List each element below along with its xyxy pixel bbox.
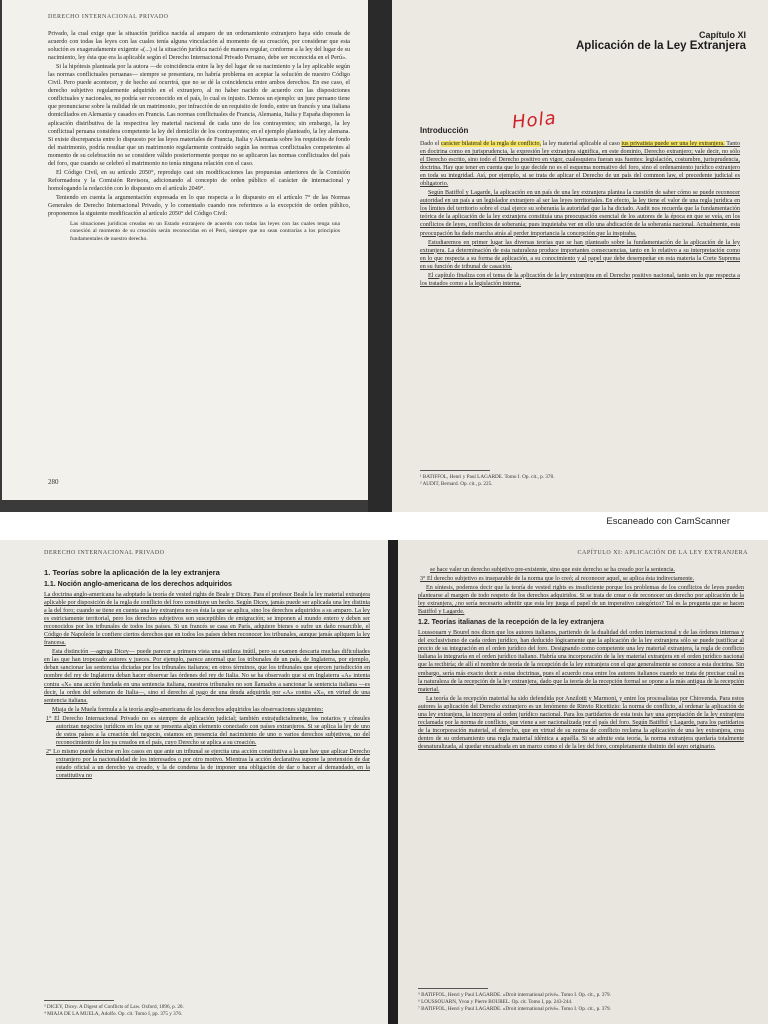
block-quote: Las situaciones jurídicas creadas en un Estado extranjero de acuerdo con todas las leyes con las cuales tenga una conexión al momento de su creación serán reconocidas en el Perú, siempre que no sean contrarias a los principios fundamentales de nuestro derecho.	[70, 221, 340, 242]
footnote-rule	[418, 988, 488, 989]
text-run: la ley material aplicable al caso	[541, 141, 622, 147]
paragraph: El Código Civil, en su artículo 2050°, reprodujo casi sin modificaciones las propuestas anteriores de la Comisión Reformadora y la Comisión Revisora, adicionando al concepto de orden público el carácter de internacional y homologando la redacción con lo dispuesto en el artículo 2049°.	[48, 169, 350, 192]
paragraph: Teniendo en cuenta la argumentación expresada en lo que respecta a lo dispuesto en el artículo 7° de las Normas Generales de Derecho Internacional Privado, y lo comentado cuando nos referimos a la excepción de orden público, proponemos la siguiente modificación al artículo 2050° del Código Civil:	[48, 194, 350, 218]
text-run: Tanto en doctrina como en jurisprudencia, la expresión ley extranjera significa, en este dominio, Derecho extranjero; vale decir, no sólo el Derecho escrito, sino todo el Derecho positivo en vigor, cualesquiera fueran sus fuentes: legislación, costumbre, jurisprudencia, doctrina. Hay que tener en cuenta que lo que decide no es el esquema normativo del foro, sino el ordenamiento jurídico extranjero en toda su integridad. Así, por ejemplo, si se trata de aplicar el Derecho de un país del common law, el precedente judicial es obligatorio.	[420, 141, 740, 188]
section-heading: Introducción	[420, 126, 469, 135]
page-body	[418, 566, 744, 752]
text-run: Dado el	[420, 141, 441, 147]
observations-list-continued	[418, 575, 744, 583]
paragraph: La teoría de la recepción material ha sido defendida por Anzilotti y Marmoni, y entre los procesalistas por Chiovenda. Para estos autores la aplicación del Derecho extranjero es un fenómeno de Rinvio Ricettizio: la norma de conflicto, al ordenar la aplicación de una ley extranjera, la incorpora al orden jurídico nacional. Para los partidarios de esta tesis hay una apropiación de la ley extranjera reclamada por la norma de conflicto, que viene a ser nacionalizada por el país del foro. Según Batiffol y Lagarde, para los partidarios de la incorporación material, el derecho, que en virtud de su norma de conflicto reclama la aplicación de una ley extranjera, crea dentro de su ordenamiento una regla material idéntica a aquélla. Si se admite esta teoría, la norma extranjera quedaría totalmente desnaturalizada, al quedar encuadrada en un marco como el de la ley del foro, completamente distinto del suyo originario.	[418, 695, 744, 750]
chapter-label: Capítulo XI	[699, 30, 746, 40]
page-body	[420, 140, 740, 289]
footnote: ⁶ LOUSSOUARN, Yvon y Pierre BOUREL. Op. cit. Tomo I, pp. 243-244.	[418, 999, 573, 1005]
running-head: DERECHO INTERNACIONAL PRIVADO	[48, 14, 169, 20]
footnotes	[44, 1004, 370, 1018]
paragraph: Miaja de la Muela formula a la teoría anglo-americana de los derechos adquiridos las observaciones siguientes:	[52, 706, 324, 713]
list-item: 2° Lo mismo puede decirse en los casos en que ante un tribunal se ejercita una acción constitutiva a la que hay que aplicar Derecho extranjero por la nacionalidad de los interesados o por otro motivo. Mientras la acción declarativa supone la pretensión de dar estado oficial a un derecho ya creado, y la de condena la de imponer una obligación de dar o hacer al demandado, en la constitutiva no	[46, 748, 370, 780]
scan-gutter-lower	[388, 540, 398, 1024]
paragraph: La doctrina anglo-americana ha adoptado la teoría de vested rights de Beale y Dicey. Para el profesor Beale la ley material extranjera aplicable por disposición de la regla de conflicto del foro constituye un hecho. Según Dicey, jamás puede ser aplicada una ley distinta a la del foro; cuando se tiene en cuenta una ley extranjera no es ésta la que se aplica, sino los derechos adquiridos a su amparo. La ley es estrictamente territorial, pero los derechos subjetivos son susceptibles de emigración; se imponen al mundo entero y deben ser reconocidos por los tribunales de todos los países. Si un francés se casa en París, adquiere bienes o sufre un daño resarcible, el Código de Napoleón le confiere ciertos derechos que en todos los países deben reconocer los tribunales, aunque jamás apliquen la ley francesa.	[44, 592, 370, 647]
handwritten-annotation: Hola	[511, 107, 558, 134]
footnote-rule	[420, 470, 490, 471]
paragraph: se hace valer un derecho subjetivo pre-existente, sino que este derecho se ha creado por la sentencia.	[430, 567, 675, 573]
paragraph: Loussouarn y Bourel nos dicen que los autores italianos, partiendo de la dualidad del orden internacional y de las órdenes internas y del exclusivismo de cada orden jurídico, han deducido lógicamente que la aplicación de la ley extranjera sólo se puede justificar al precio de su integración en el orden jurídico del foro. Designando como competente una ley material extranjera, la regla de conflicto italiana la integraría en el orden jurídico italiano. Habría una incorporación de la ley material extranjera en el orden jurídico nacional que la recibiría; de allí el nombre de teoría de la recepción de la ley extranjera con el que generalmente se conoce a esta doctrina. Sin embargo, sería más exacto decir a estas doctrinas, pues el acuerdo cesa entre los autores italianos cuando se trata de precisar cuál es la naturaleza de la recepción de la ley extranjera, dado que la teoría de la recepción formal se opone a la más antigua de la recepción material.	[418, 630, 744, 693]
footnote-rule	[44, 1000, 114, 1001]
page-number: 280	[48, 478, 59, 486]
paragraph: El capítulo finaliza con el tema de la aplicación de la ley extranjera en el Derecho positivo nacional, tanto en lo que respecta a los tratados como a la legislación interna.	[420, 272, 740, 287]
footnote: ² AUDIT, Bernard. Op. cit., p. 225.	[420, 481, 493, 487]
running-head: CAPÍTULO XI: APLICACIÓN DE LA LEY EXTRANJERA	[577, 550, 748, 556]
subsection-heading: 1.1. Noción anglo-americana de los derechos adquiridos	[44, 581, 232, 588]
list-item: 1° El Derecho Internacional Privado no es siempre de aplicación judicial; también extrajudicialmente, los notarios y cónsules autorizan negocios jurídicos en los que se presenta algún elemento conectado con países extranjeros. Si se aplica la ley de uno de estos países a la creación del negocio, estamos en presencia del nacimiento de uno o varios derechos subjetivos, no del reconocimiento de los ya creados en el país, cuyo Derecho se aplica a su creación.	[46, 715, 370, 746]
footnote: ⁷ BATIFFOL, Henri y Paul LAGARDE. «Droit international privé». Tomo I. Op. cit., p. 379.	[418, 1006, 611, 1012]
paragraph: Esta distinción —agrega Dicey— puede parecer a primera vista una sutileza inútil, pero su examen descarta muchas dificultades en las que han tropezado autores y jueces. Por ejemplo, parece anormal que los tribunales de un país, de Inglaterra, por ejemplo, deban sancionar las sentencias dictadas por los tribunales italianos; en otros términos, que los tribunales que ejercen jurisdicción en nombre del rey de Inglaterra deban hacer observar las órdenes del rey de Italia. No se ha observado que si en Inglaterra «A» intenta contra «X» una acción fundada en una sentencia italiana, nuestros tribunales no son llamados a sancionar la sentencia italiana —es decir, la orden del soberano de Italia—, sino el derecho al pago de una deuda adquirida por «A» contra «X», en virtud de una sentencia italiana.	[44, 649, 370, 704]
book-page-italian-theories	[398, 540, 768, 1024]
paragraph: Privado, la cual exige que la situación jurídica nacida al amparo de un ordenamiento extranjero haya sido creada de acuerdo con todas las leyes con las cuales tenía alguna vinculación al momento de su creación, por considerar que esta solución es exageradamente exigente «(...) si la situación jurídica nació de manera regular, conforme a la ley del lugar de su nacimiento, ley ésta que era la aplicable según el Derecho Internacional Privado Peruano, debe ser reconocida en el Perú».	[48, 31, 350, 62]
chapter-title: Aplicación de la Ley Extranjera	[575, 40, 746, 52]
page-body	[44, 566, 370, 781]
paragraph: Estudiaremos en primer lugar las diversas teorías que se han planteado sobre la fundamentación de la aplicación de la ley extranjera. La determinación de esta naturaleza produce importantes consecuencias, tanto en lo relativo a su interpretación como en lo que respecta a su forma de aplicación, a su conocimiento y al papel que debe desempeñar en esta materia la Corte Suprema en su función de tribunal de casación.	[420, 239, 740, 270]
subsection-heading: 1.2. Teorías italianas de la recepción de la ley extranjera	[418, 619, 604, 627]
paragraph: Si la hipótesis planteada por la autora —de coincidencia entre la ley del lugar de su nacimiento y la ley aplicable según las normas conflictuales peruanas— siempre se presentara, no habría problema en aceptar la solución de nuestro Código Civil. Pero puede acontecer, y de hecho así ocurrirá, que no se dé la coincidencia entre ambos derechos. En ese caso, el derecho subjetivo regularmente adquirido en el extranjero, al no haber nacido de acuerdo con las disposiciones conflictuales y nacionales, no podría ser reconocido en el país, lo cual es injusto. Demos un ejemplo: un juez peruano tiene que pronunciarse sobre la nulidad de un matrimonio, por infracción de un requisito de fondo, entre un francés y una italiana domiciliados en Alemania y casados en Francia. Las normas conflictuales de Francia, Alemania, Italia y España disponen la aplicación distributiva de la respectiva ley material nacional de cada uno de los contrayentes; sin embargo, la ley conflictual peruana considera competente la ley del domicilio de los contrayentes; en el ejemplo planteado, la ley alemana. Si existe discrepancia entre lo dispuesto por las leyes materiales de Francia, Italia y Alemania sobre los requisitos de fondo del matrimonio, podría resultar que un matrimonio regularmente contraído según las normas conflictuales competentes al momento de su celebración no se considere válido posteriormente porque no se aplicaron las normas conflictuales del país del foro, que cuando se celebró el matrimonio no tenía ninguna relación con el caso.	[48, 64, 350, 167]
footnote: ³ DICEY, Dicey. A Digest of Conflicts of Law. Oxford, 1896, p. 20.	[44, 1004, 184, 1010]
footnote: ⁵ BATIFFOL, Henri y Paul LAGARDE. «Droit international privé». Tomo I. Op. cit., p. 379.	[418, 992, 611, 998]
footnotes	[418, 992, 744, 1013]
highlight: ius privatista puede ser una ley extranjera.	[621, 141, 725, 147]
book-page-280	[2, 0, 368, 500]
book-page-theories	[0, 540, 388, 1024]
footnote: ¹ BATIFFOL, Henri y Paul LAGARDE. Tomo I. Op. cit., p. 378.	[420, 474, 555, 480]
footnotes	[420, 474, 740, 488]
paragraph: En síntesis, podemos decir que la teoría de vested rights es insuficiente porque los problemas de los conflictos de leyes pueden plantearse al margen de todo respeto de los derechos adquiridos. Si se trata de crear o de reconocer un derecho por aplicación de la ley extranjera, ¿no sería necesario admitir que esta ley juega el papel de un imperativo categórico? Tal es la pregunta que se hacen Batiffol y Lagarde.	[418, 585, 744, 616]
paragraph	[420, 140, 740, 188]
highlight: carácter bilateral de la regla de conflicto,	[440, 141, 542, 147]
paragraph: Según Batiffol y Lagarde, la aplicación en un país de una ley extranjera plantea la cuestión de saber cómo se puede reconocer autoridad en un país a un legislador extranjero al ser las leyes territoriales. En efecto, la ley tiene el valor de una regla jurídica en los límites del territorio sobre el cual ejerce su soberanía la autoridad que la ha dictado. Audit nos recuerda que la fundamentación teórica de la aplicación de la ley extranjera constituía una preocupación esencial de los autores de la época en que se veía, en los conflictos de leyes, conflictos de soberanía; pues inquietaba ver en ello una abdicación de la soberanía nacional. Actualmente, esta preocupación ha dado marcha atrás al perder importancia la concepción que la inspiraba.	[420, 190, 740, 237]
footnote: ⁴ MIAJA DE LA MUELA, Adolfo. Op. cit. Tomo I, pp. 375 y 376.	[44, 1011, 183, 1017]
camscanner-label: Escaneado con CamScanner	[606, 516, 730, 527]
observations-list	[44, 715, 370, 780]
list-item: 3° El derecho subjetivo es inseparable de la norma que lo creó; al reconocer aquel, se aplica ésta indirectamente.	[420, 576, 695, 583]
scan-gutter	[368, 0, 392, 540]
book-page-chapter-xi	[392, 0, 768, 512]
page-body	[48, 30, 350, 244]
section-heading: 1. Teorías sobre la aplicación de la ley extranjera	[44, 568, 220, 577]
running-head: DERECHO INTERNACIONAL PRIVADO	[44, 550, 165, 556]
